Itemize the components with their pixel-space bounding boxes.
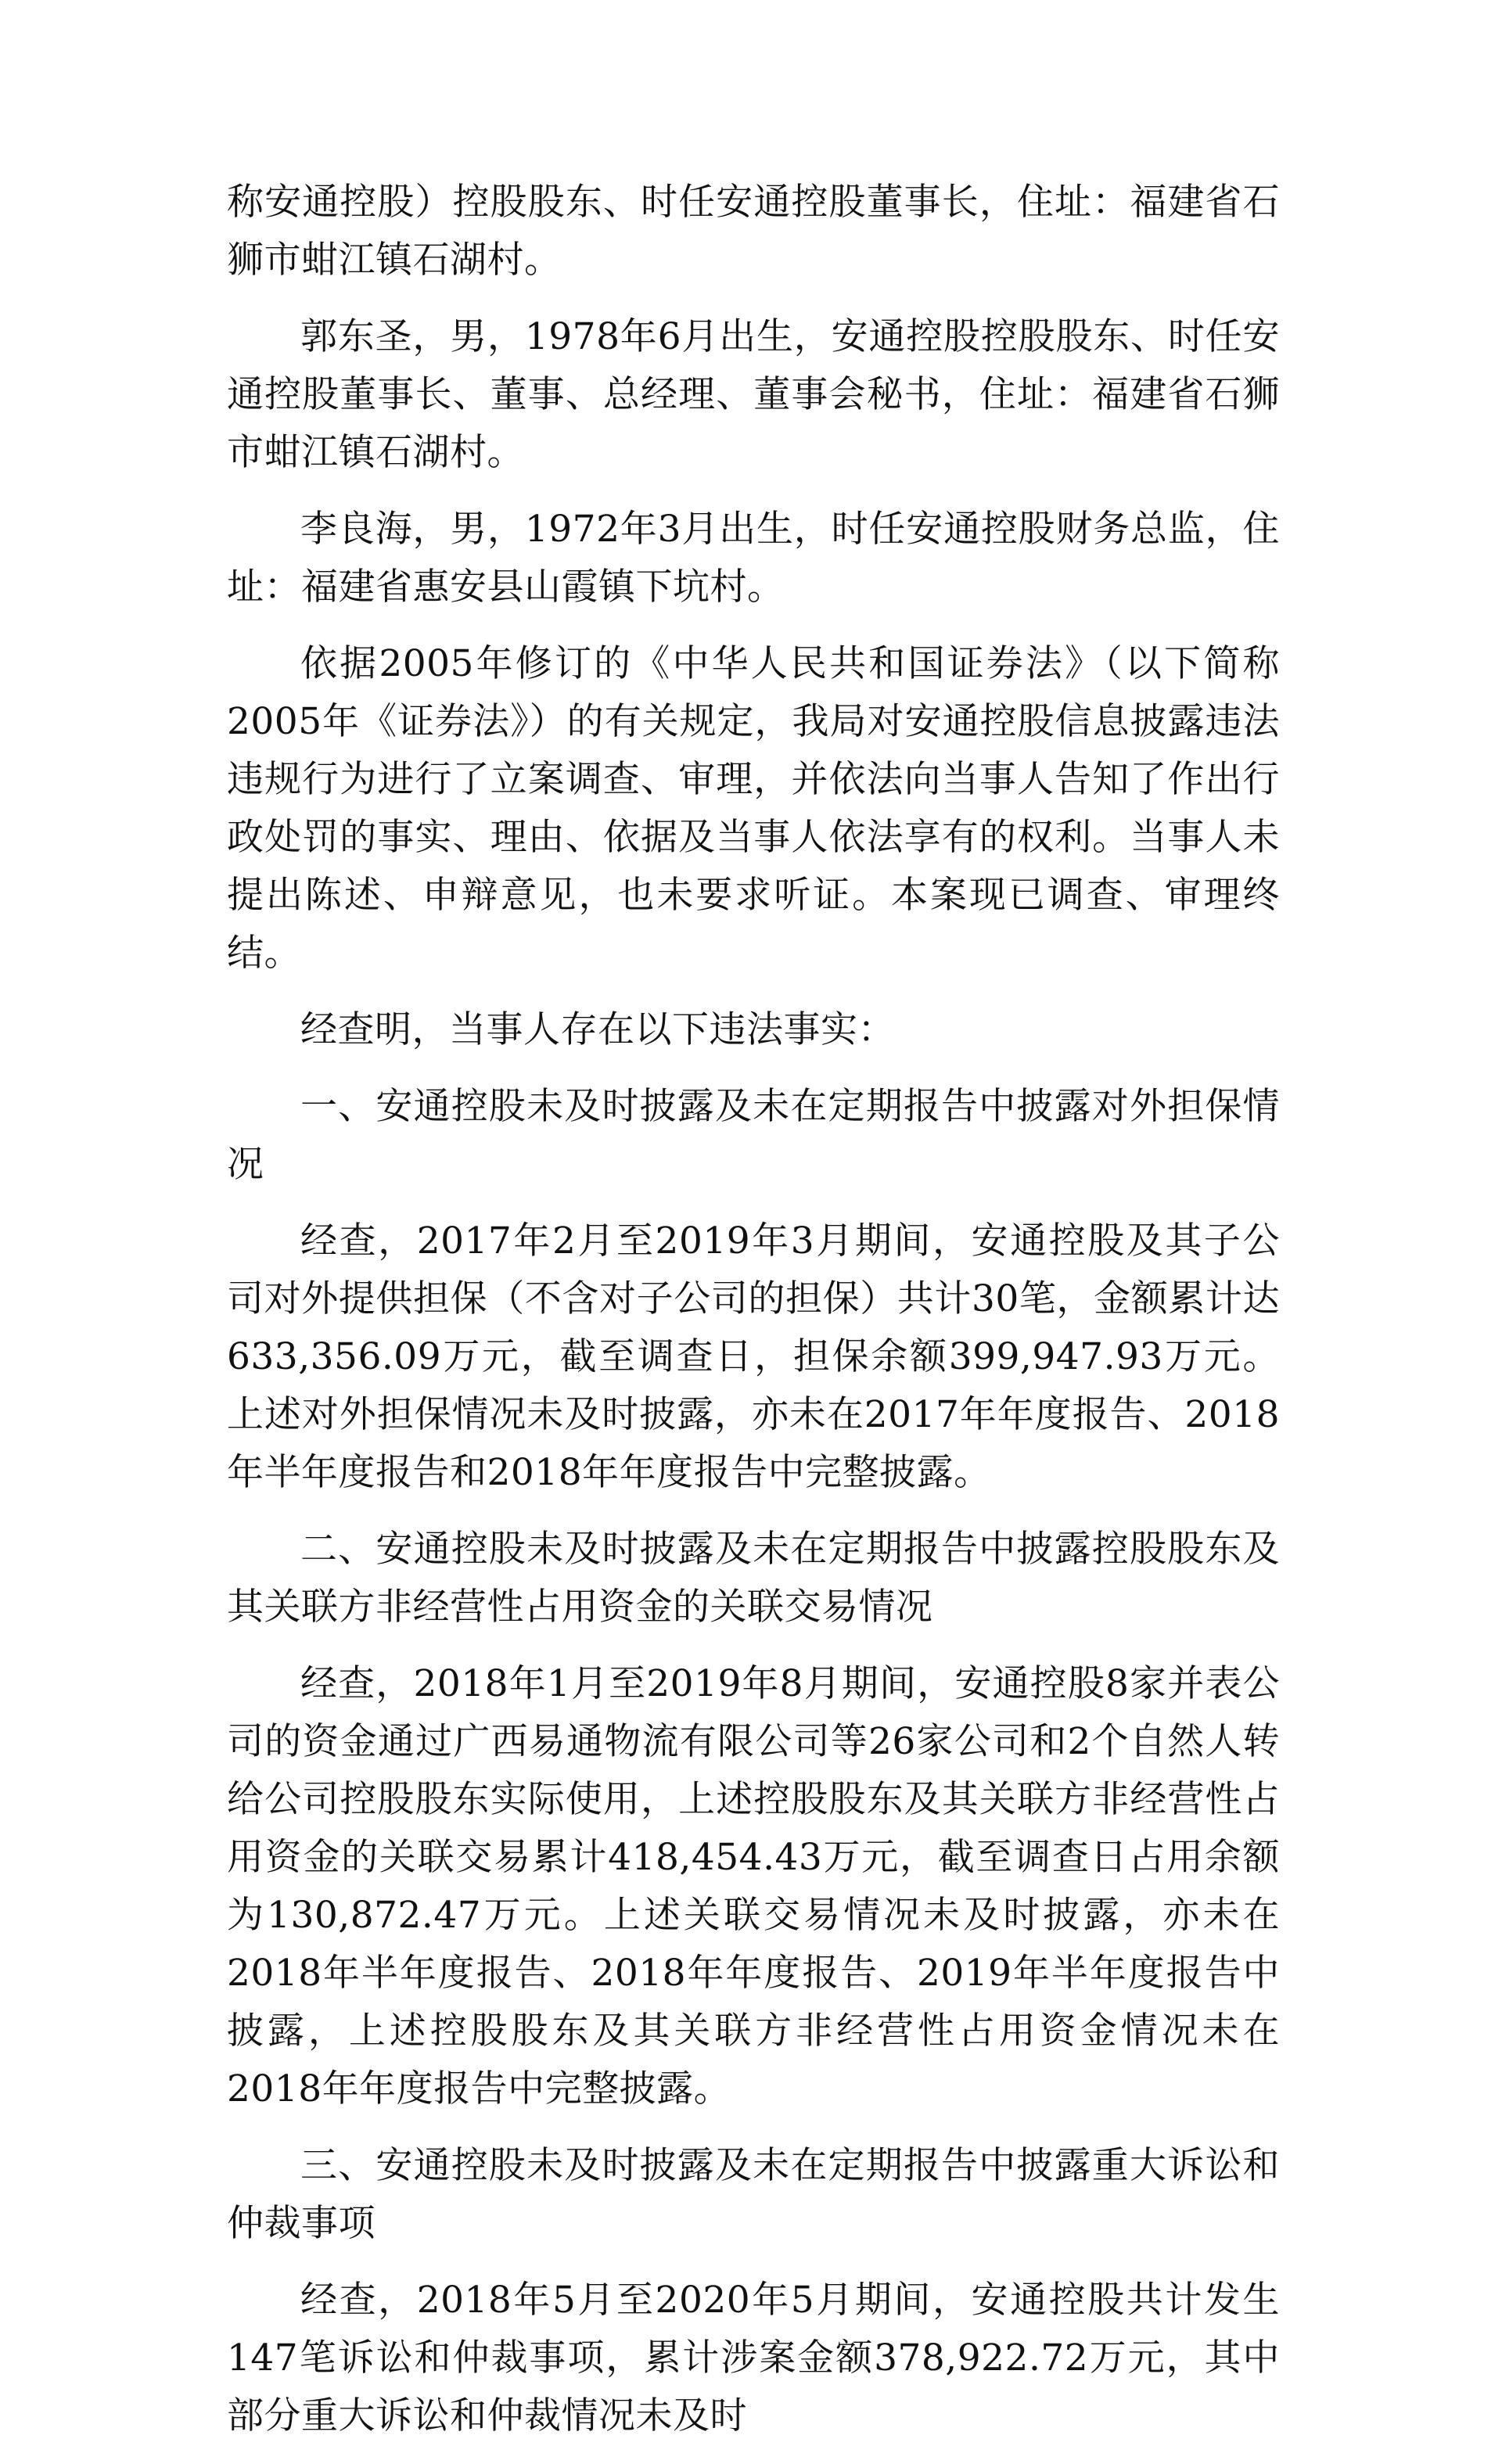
paragraph-party-guo-dongsheng: 郭东圣，男，1978年6月出生，安通控股控股股东、时任安通控股董事长、董事、总经理、董事会秘书，住址：福建省石狮市蚶江镇石湖村。 <box>227 315 1280 474</box>
paragraph-related-transactions: 经查，2018年1月至2019年8月期间，安通控股8家并表公司的资金通过广西易通物流有限公司等26家公司和2个自然人转给公司控股股东实际使用，上述控股股东及其关联方非经营性占用资金的关联交易累计418,454.43万元，截至调查日占用余额为130,872.47万元。上述关联交易情况未及时披露，亦未在2018年半年度报告、2018年年度报告、2019年半年度报告中披露，上述控股股东及其关联方非经营性占用资金情况未在2018年年度报告中完整披露。 <box>227 1662 1280 2110</box>
section-heading-3: 三、安通控股未及时披露及未在定期报告中披露重大诉讼和仲裁事项 <box>227 2144 1280 2245</box>
section-heading-2: 二、安通控股未及时披露及未在定期报告中披露控股股东及其关联方非经营性占用资金的关联交易情况 <box>227 1528 1280 1629</box>
paragraph-legal-basis: 依据2005年修订的《中华人民共和国证券法》（以下简称2005年《证券法》）的有关规定，我局对安通控股信息披露违法违规行为进行了立案调查、审理，并依法向当事人告知了作出行政处罚的事实、理由、依据及当事人依法享有的权利。当事人未提出陈述、申辩意见，也未要求听证。本案现已调查、审理终结。 <box>227 642 1280 975</box>
paragraph-guarantees: 经查，2017年2月至2019年3月期间，安通控股及其子公司对外提供担保（不含对子公司的担保）共计30笔，金额累计达633,356.09万元，截至调查日，担保余额399,947.93万元。上述对外担保情况未及时披露，亦未在2017年年度报告、2018年半年度报告和2018年年度报告中完整披露。 <box>227 1219 1280 1494</box>
paragraph-findings-intro: 经查明，当事人存在以下违法事实： <box>300 1008 895 1051</box>
section-heading-1: 一、安通控股未及时披露及未在定期报告中披露对外担保情况 <box>227 1085 1280 1186</box>
paragraph-party-li-lianghai: 李良海，男，1972年3月出生，时任安通控股财务总监，住址：福建省惠安县山霞镇下坑村。 <box>227 508 1280 609</box>
paragraph-litigation: 经查，2018年5月至2020年5月期间，安通控股共计发生147笔诉讼和仲裁事项，累计涉案金额378,922.72万元，其中部分重大诉讼和仲裁情况未及时 <box>227 2279 1280 2437</box>
paragraph-party-continuation: 称安通控股）控股股东、时任安通控股董事长，住址：福建省石狮市蚶江镇石湖村。 <box>227 181 1280 282</box>
document-page <box>227 174 1280 2464</box>
